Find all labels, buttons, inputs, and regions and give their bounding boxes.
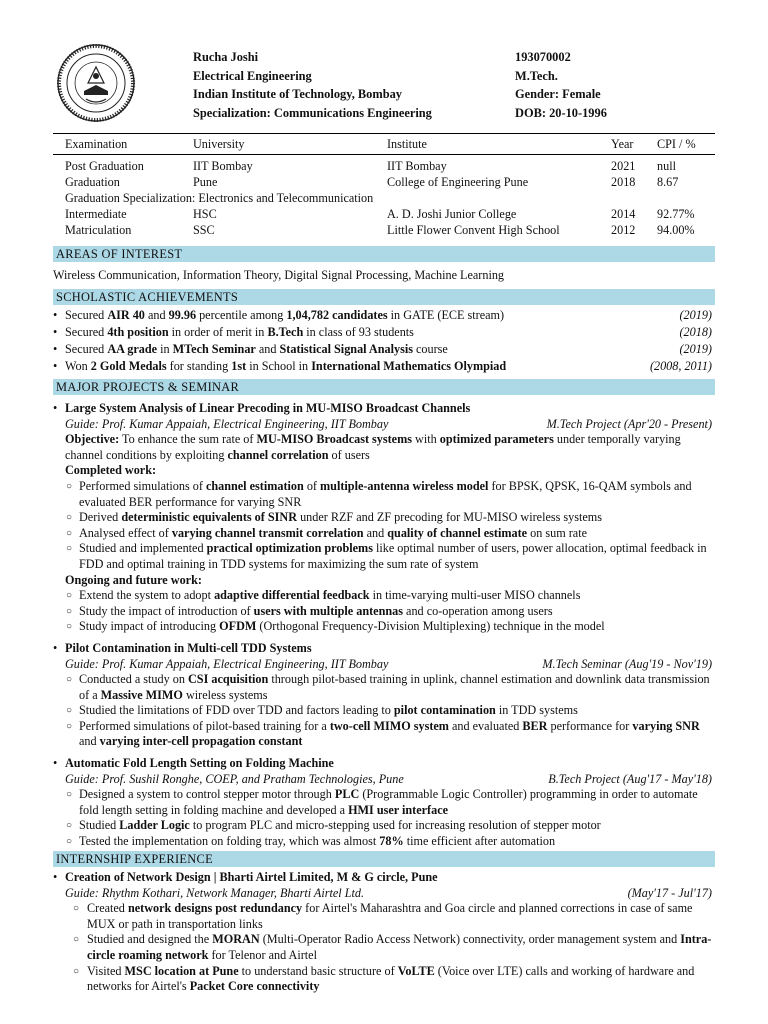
internship-guide: Guide: Rhythm Kothari, Network Manager, Bharti Airtel Ltd. [65,885,365,900]
student-name: Rucha Joshi [193,50,259,64]
cell: 2018 [611,175,636,189]
interests-line: Wireless Communication, Information Theory, Digital Signal Processing, Machine Learning [53,268,505,282]
achievement-year: (2008, 2011) [649,359,712,373]
cell: Post Graduation [65,159,144,173]
project-type: B.Tech Project (Aug'17 - May'18) [548,771,712,786]
ongoing-label: Ongoing and future work: [65,572,202,587]
department: Electrical Engineering [193,68,312,83]
cell: 8.67 [657,175,679,189]
internship-list: • Creation of Network Design | Bharti Airtel Limited, M & G circle, Pune Guide: Rhythm Kothari, Network Manager, Bharti Airtel Ltd. (May'17 - Jul'17) ○ Created network designs post redundancy for Airtel's Maharashtra and Goa circle and planned corrections in case of same MUX or path in transportation links ○ Studied and designed the MORAN (Multi-Operator Radio Access Network) connectivity, order management system and Intra-circle roaming network for Telenor and Airtel ○ Visited MSC location at Pune to understand basic structure of VoLTE (Voice over LTE) calls and working of hardware and networks for Airtel's Packet Core connectivity [53,870,712,994]
table-row [53,190,715,206]
cell: A. D. Joshi Junior College [387,207,517,221]
project-item: • Large System Analysis of Linear Precoding in MU-MISO Broadcast Channels Guide: Prof. Kumar Appaiah, Electrical Engineering, IIT Bombay M.Tech Project (Apr'20 - Present) Objective: To enhance the sum rate of MU-MISO Broadcast systems with optimized parameters under temporally varying channel conditions by exploiting channel correlation of users Completed work: ○ Performed simulations of channel estimation of multiple-antenna wireless model for BPSK, QPSK, 16-QAM symbols and evaluated BER performance for varying SNR ○ Derived deterministic equivalents of SINR under RZF and ZF precoding for MU-MISO wireless systems ○ Analysed effect of varying channel transmit correlation and quality of channel estimate on sum rate ○ Studied and implemented practical optimization problems like optimal number of users, power allocation, optimal feedback in FDD and optimal training in TDD systems for maximizing the sum rate of system Ongoing and future work: ○ Extend the system to adopt adaptive differential feedback in time-varying multi-user MISO channels ○ Study the impact of introduction of users with multiple antennas and co-operation among users ○ Study impact of introducing OFDM (Orthogonal Frequency-Division Multiplexing) technique in the model [53,401,715,635]
cell: HSC [193,207,217,221]
cell: 2014 [611,207,636,221]
cell: Graduation [65,175,120,189]
achievement-year: (2019) [679,308,712,322]
internship-period: (May'17 - Jul'17) [627,885,712,900]
roll-number: 193070002 [515,50,571,64]
projects-list [53,401,715,850]
cell: IIT Bombay [193,159,253,173]
cell: null [657,159,676,173]
cell: College of Engineering Pune [387,175,529,189]
table-row [53,155,715,175]
interests-text [53,267,715,284]
education-table [53,133,715,238]
cell: Pune [193,175,218,189]
project-guide: Guide: Prof. Kumar Appaiah, Electrical Engineering, IIT Bombay [65,416,389,431]
section-title: SCHOLASTIC ACHIEVEMENTS [56,290,239,304]
cell: Little Flower Convent High School [387,223,560,237]
internship-title: Creation of Network Design | Bharti Airtel Limited, M & G circle, Pune [65,870,438,884]
header-right [515,48,607,122]
section-title: INTERNSHIP EXPERIENCE [56,852,213,866]
institute: Indian Institute of Technology, Bombay [193,87,402,102]
project-item: • Automatic Fold Length Setting on Folding Machine Guide: Prof. Sushil Ronghe, COEP, and Pratham Technologies, Pune B.Tech Project (Aug'17 - May'18) ○ Designed a system to control stepper motor through PLC (Programmable Logic Controller) programming in order to automate fold length setting in folding machine and developed a HMI user interface ○ Studied Ladder Logic to program PLC and micro-stepping used for increasing resolution of stepper motor ○ Tested the implementation on folding tray, which was almost 78% time efficient after automation [53,756,712,849]
col-header: Year [599,134,645,155]
specialization-note: Graduation Specialization: Electronics and Telecommunication [65,191,374,205]
project-type: M.Tech Project (Apr'20 - Present) [546,416,712,431]
list-item: • Secured AA grade in MTech Seminar and Statistical Signal Analysis course (2019) [53,342,712,356]
project-guide: Guide: Prof. Sushil Ronghe, COEP, and Pratham Technologies, Pune [65,771,404,786]
completed-label: Completed work: [65,463,157,478]
achievements-list [53,307,715,375]
header-left [193,48,432,122]
cell: 2012 [611,223,636,237]
achievement-year: (2018) [679,325,712,339]
cell: IIT Bombay [387,159,447,173]
col-header: Institute [375,134,599,155]
cell: 2021 [611,159,636,173]
table-row [53,206,715,222]
cell: Intermediate [65,207,127,221]
cell: 94.00% [657,223,695,237]
section-header-interest [53,246,715,262]
col-header: University [181,134,375,155]
cell: 92.77% [657,207,695,221]
section-title: AREAS OF INTEREST [56,247,183,261]
degree: M.Tech. [515,68,558,83]
dob: DOB: 20-10-1996 [515,105,607,120]
cell: SSC [193,223,215,237]
col-header: Examination [53,134,181,155]
project-item: • Pilot Contamination in Multi-cell TDD Systems Guide: Prof. Kumar Appaiah, Electrical Engineering, IIT Bombay M.Tech Seminar (Aug'19 - Nov'19) ○ Conducted a study on CSI acquisition through pilot-based training in uplink, channel estimation and downlink data transmission of a Massive MIMO wireless systems ○ Studied the limitations of FDD over TDD and factors leading to pilot contamination in TDD systems ○ Performed simulations of pilot-based training for a two-cell MIMO system and evaluated BER performance for varying SNR and varying inter-cell propagation constant [53,640,712,749]
list-item: • Secured 4th position in order of merit in B.Tech in class of 93 students (2018) [53,325,712,339]
table-row [53,174,715,190]
table-row [53,222,715,238]
achievement-year: (2019) [679,342,712,356]
section-header-projects [53,379,715,395]
section-header-scholastic [53,289,715,305]
cell: Matriculation [65,223,132,237]
section-header-internship [53,851,715,867]
project-guide: Guide: Prof. Kumar Appaiah, Electrical Engineering, IIT Bombay [65,656,389,671]
list-item: • Secured AIR 40 and 99.96 percentile among 1,04,782 candidates in GATE (ECE stream) (2019) [53,308,712,322]
project-title: Automatic Fold Length Setting on Folding Machine [65,756,334,771]
gender: Gender: Female [515,87,601,102]
section-title: MAJOR PROJECTS & SEMINAR [56,380,240,394]
specialization: Specialization: Communications Engineering [193,105,432,120]
col-header: CPI / % [645,134,715,155]
project-title: Large System Analysis of Linear Precoding in MU-MISO Broadcast Channels [65,401,471,415]
iit-bombay-logo [56,43,136,123]
project-type: M.Tech Seminar (Aug'19 - Nov'19) [542,656,712,671]
list-item: • Won 2 Gold Medals for standing 1st in School in International Mathematics Olympiad (2008, 2011) [53,359,712,373]
project-title: Pilot Contamination in Multi-cell TDD Systems [65,640,312,655]
